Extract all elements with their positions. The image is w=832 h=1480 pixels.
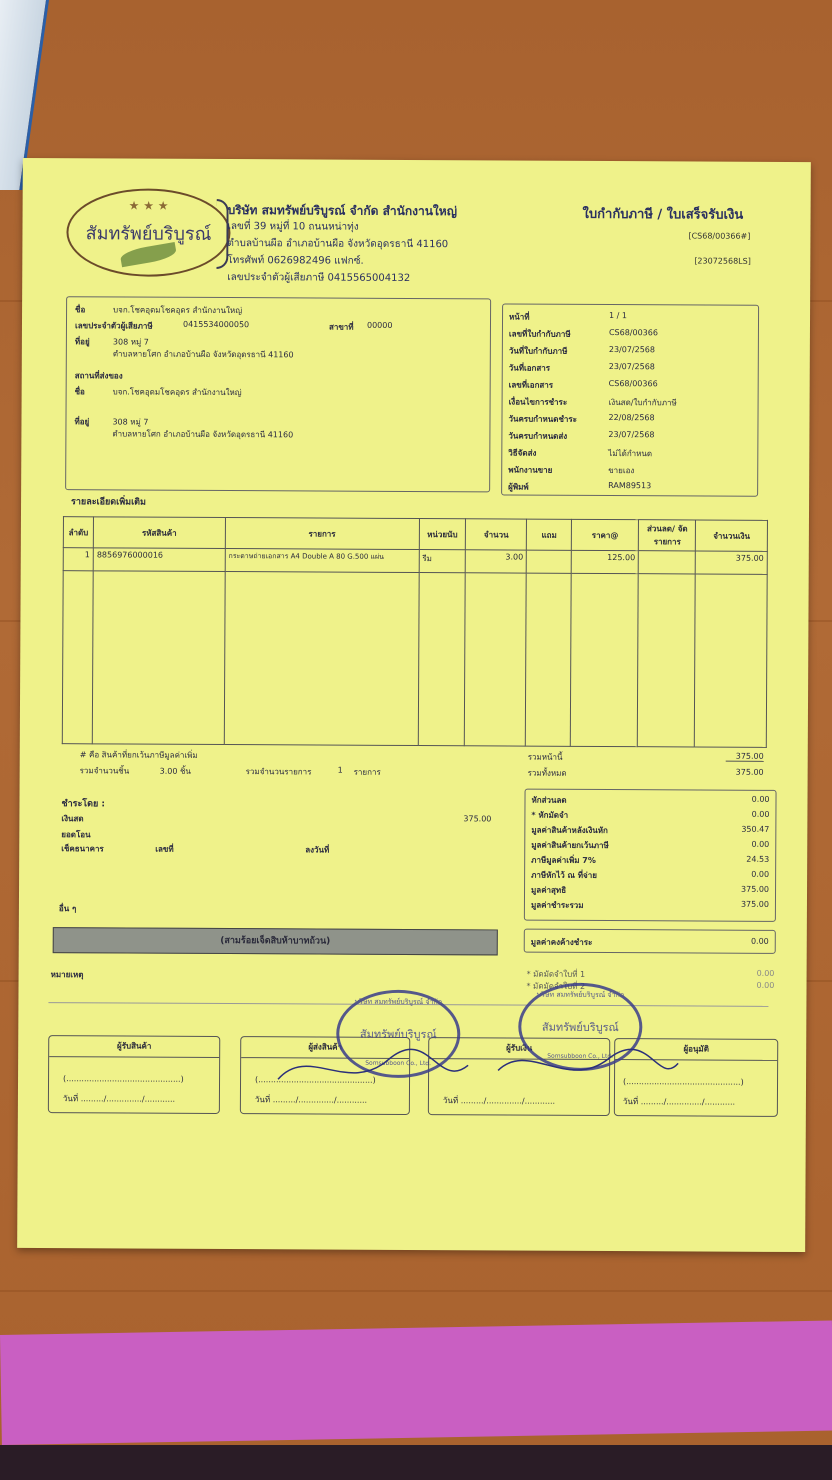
cell-unit: รีม xyxy=(419,550,466,573)
purple-folder xyxy=(0,1320,832,1445)
summary-value: 24.53 xyxy=(746,854,770,864)
ship-to-label: สถานที่ส่งของ xyxy=(74,371,123,381)
other-payment-label: อื่น ๆ xyxy=(58,904,77,914)
company-logo xyxy=(66,188,230,277)
stamp-arc-text: บริษัท สมทรัพย์บริบูรณ์ จำกัด xyxy=(536,990,625,1000)
cell-description: กระดาษถ่ายเอกสาร A4 Double A 80 G.500 แผ่น xyxy=(225,549,419,573)
summary-value: 0.00 xyxy=(751,839,770,849)
info-label: วิธีจัดส่ง xyxy=(508,448,537,458)
customer-branch: 00000 xyxy=(366,320,393,330)
company-phone: โทรศัพท์ 0626982496 แฟกซ์. xyxy=(227,255,364,267)
summary-label: มูลค่าชำระรวม xyxy=(530,900,584,910)
balance-box xyxy=(524,929,776,954)
cash-label: เงินสด xyxy=(61,814,84,824)
company-address-2: ตำบลบ้านผือ อำเภอบ้านผือ จังหวัดอุดรธานี 41160 xyxy=(227,238,449,251)
info-value: 23/07/2568 xyxy=(608,362,655,372)
total-items-value: 1 xyxy=(337,765,343,775)
col-header-price: ราคา@ xyxy=(571,519,639,550)
collector-date-line: วันที่ ........./............../............ xyxy=(442,1096,556,1106)
details-label: รายละเอียดเพิ่มเติม xyxy=(71,497,146,508)
cell-free xyxy=(527,550,572,573)
grand-total-value: 375.00 xyxy=(735,767,764,777)
summary-box xyxy=(524,789,777,922)
tax-invoice-paper xyxy=(17,158,811,1252)
summary-label: มูลค่าสุทธิ xyxy=(531,885,567,895)
document-info-box xyxy=(501,303,759,496)
cheque-label: เช็คธนาคาร xyxy=(61,844,104,854)
summary-value: 350.47 xyxy=(741,824,770,834)
logo-stars-icon: ★ ★ ★ xyxy=(128,198,169,213)
col-header-discount: ส่วนลด/ จัดรายการ xyxy=(639,520,696,551)
info-value: ไม่ได้กำหนด xyxy=(608,449,653,459)
paid-by-label: ชำระโดย : xyxy=(61,799,106,810)
info-label: ผู้พิมพ์ xyxy=(508,482,529,492)
stamp-bottom-text: Somsubboon Co., Ltd. xyxy=(547,1052,614,1061)
company-tax-id: เลขประจำตัวผู้เสียภาษี 0415565004132 xyxy=(227,272,411,284)
info-value: เงินสด/ใบกำกับภาษี xyxy=(608,398,677,408)
sender-name-line: (.............................................) xyxy=(255,1075,376,1085)
info-value: 22/08/2568 xyxy=(608,413,655,423)
summary-label: ภาษีมูลค่าเพิ่ม 7% xyxy=(531,855,596,865)
summary-label: หักส่วนลด xyxy=(531,795,567,805)
customer-branch-label: สาขาที่ xyxy=(328,322,354,332)
amount-in-words: (สามร้อยเจ็ดสิบห้าบาทถ้วน) xyxy=(53,927,498,955)
stamp-bottom-text: Somsubboon Co., Ltd. xyxy=(365,1059,432,1068)
sender-date-line: วันที่ ........./............../............ xyxy=(254,1095,368,1105)
cell-discount xyxy=(639,551,696,574)
receiver-name-line: (.............................................) xyxy=(63,1074,184,1084)
info-value: CS68/00366 xyxy=(608,328,658,338)
customer-address-label: ที่อยู่ xyxy=(74,337,90,347)
summary-value: 0.00 xyxy=(751,809,770,819)
cell-price: 125.00 xyxy=(571,550,639,573)
vat-exempt-note: # คือ สินค้าที่ยกเว้นภาษีมูลค่าเพิ่ม xyxy=(79,750,198,760)
info-value: RAM89513 xyxy=(608,481,652,491)
summary-label: มูลค่าสินค้าหลังเงินหัก xyxy=(531,825,608,836)
info-value: CS68/00366 xyxy=(608,379,658,389)
approver-label: ผู้อนุมัติ xyxy=(615,1039,777,1061)
summary-label: * หักมัดจำ xyxy=(531,810,569,820)
transfer-label: ยอดโอน xyxy=(61,830,91,840)
stamp-name: สัมทรัพย์บริบูรณ์ xyxy=(359,1027,437,1042)
info-value: 1 / 1 xyxy=(609,311,628,321)
info-label: วันครบกำหนดส่ง xyxy=(508,431,568,441)
info-label: วันครบกำหนดชำระ xyxy=(508,414,578,424)
document-ref-1: [CS68/00366#] xyxy=(688,231,751,241)
signature-scribble xyxy=(268,1039,688,1101)
info-label: พนักงานขาย xyxy=(508,465,553,475)
cash-value: 375.00 xyxy=(463,814,492,824)
customer-box xyxy=(65,296,491,492)
total-items-label: รวมจำนวนรายการ xyxy=(245,767,312,777)
col-header-code: รหัสสินค้า xyxy=(93,517,225,549)
approver-date-line: วันที่ ........./............../............ xyxy=(622,1097,736,1107)
customer-address-2: ตำบลหายโศก อำเภอบ้านผือ จังหวัดอุดรธานี 41160 xyxy=(112,349,294,360)
summary-value: 0.00 xyxy=(751,794,770,804)
info-value: ขายเอง xyxy=(608,466,635,476)
total-items-unit: รายการ xyxy=(353,767,381,777)
col-header-description: รายการ xyxy=(225,518,419,550)
dark-edge xyxy=(0,1445,832,1480)
col-header-qty: จำนวน xyxy=(466,519,527,550)
col-header-no: ลำดับ xyxy=(63,517,93,548)
cell-no: 1 xyxy=(63,548,93,571)
table-empty-row xyxy=(62,571,767,748)
sender-label: ผู้ส่งสินค้า xyxy=(241,1037,409,1059)
balance-value: 0.00 xyxy=(750,936,769,946)
summary-label: มูลค่าสินค้ายกเว้นภาษี xyxy=(531,840,609,851)
balance-label: มูลค่าคงค้างชำระ xyxy=(530,937,593,947)
ship-address-2: ตำบลหายโศก อำเภอบ้านผือ จังหวัดอุดรธานี 41160 xyxy=(112,429,294,440)
deposit-value: 0.00 xyxy=(756,968,775,978)
info-label: วันที่เอกสาร xyxy=(508,363,551,373)
stamp-arc-text: บริษัท สมทรัพย์บริบูรณ์ จำกัด xyxy=(354,997,443,1007)
ship-name: บจก.โชคอุดมโชคอุดร สำนักงานใหญ่ xyxy=(112,387,242,398)
info-value: 23/07/2568 xyxy=(608,345,655,355)
company-name: บริษัท สมทรัพย์บริบูรณ์ จำกัด สำนักงานใหญ่ xyxy=(227,203,457,219)
document-ref-2: [23072568LS] xyxy=(694,256,751,266)
customer-name: บจก.โชคอุดมโชคอุดร สำนักงานใหญ่ xyxy=(113,305,243,316)
collector-label: ผู้รับเงิน xyxy=(429,1038,609,1060)
deposit-value: 0.00 xyxy=(756,980,775,990)
company-address-1: เลขที่ 39 หมู่ที่ 10 ถนนหน่าทุ่ง xyxy=(227,221,359,233)
stamp-name: สัมทรัพย์บริบูรณ์ xyxy=(541,1020,619,1035)
col-header-free: แถม xyxy=(527,519,572,550)
customer-tax-label: เลขประจำตัวผู้เสียภาษี xyxy=(74,321,153,331)
cell-code: 8856976000016 xyxy=(93,548,225,572)
cheque-no-label: เลขที่ xyxy=(155,844,174,854)
customer-address-1: 308 หมู่ 7 xyxy=(112,337,149,347)
ship-name-label: ชื่อ xyxy=(74,387,85,397)
page-subtotal-label: รวมหน้านี้ xyxy=(527,752,563,762)
total-qty-label: รวมจำนวนชิ้น xyxy=(79,766,130,776)
receiver-date-line: วันที่ ........./............../............ xyxy=(62,1094,176,1104)
remark-label: หมายเหตุ xyxy=(50,970,84,980)
logo-text: สัมทรัพย์บริบูรณ์ xyxy=(85,223,212,245)
receiver-label: ผู้รับสินค้า xyxy=(49,1036,219,1058)
page-subtotal-value: 375.00 xyxy=(726,752,764,762)
customer-name-label: ชื่อ xyxy=(75,305,86,315)
grand-total-label: รวมทั้งหมด xyxy=(527,768,567,778)
summary-label: ภาษีหักไว้ ณ ที่จ่าย xyxy=(531,870,597,880)
info-label: วันที่ใบกำกับภาษี xyxy=(508,346,568,356)
ship-address-1: 308 หมู่ 7 xyxy=(112,417,149,427)
items-table xyxy=(62,516,768,748)
total-qty-value: 3.00 ชิ้น xyxy=(159,766,191,776)
deposit-label: * มัดมัดจำใบที่ 2 xyxy=(526,981,586,991)
cell-qty: 3.00 xyxy=(465,550,526,573)
ship-address-label: ที่อยู่ xyxy=(74,417,90,427)
col-header-amount: จำนวนเงิน xyxy=(696,520,768,551)
cell-amount: 375.00 xyxy=(696,551,768,574)
receiver-signature-box xyxy=(48,1035,220,1114)
summary-value: 375.00 xyxy=(740,899,769,909)
summary-value: 0.00 xyxy=(751,869,770,879)
info-label: เลขที่ใบกำกับภาษี xyxy=(508,329,571,339)
customer-tax-id: 0415534000050 xyxy=(182,319,250,330)
deposit-label: * มัดมัดจำใบที่ 1 xyxy=(526,969,586,979)
approver-name-line: (.............................................) xyxy=(623,1077,744,1087)
summary-value: 375.00 xyxy=(741,884,770,894)
table-header-row xyxy=(63,517,767,552)
cheque-date-label: ลงวันที่ xyxy=(305,845,330,855)
col-header-unit: หน่วยนับ xyxy=(419,519,466,550)
document-title: ใบกำกับภาษี / ใบเสร็จรับเงิน xyxy=(582,206,744,223)
info-label: เลขที่เอกสาร xyxy=(508,380,554,390)
info-label: หน้าที่ xyxy=(509,312,530,322)
info-value: 23/07/2568 xyxy=(608,430,655,440)
info-label: เงื่อนไขการชำระ xyxy=(508,397,568,407)
